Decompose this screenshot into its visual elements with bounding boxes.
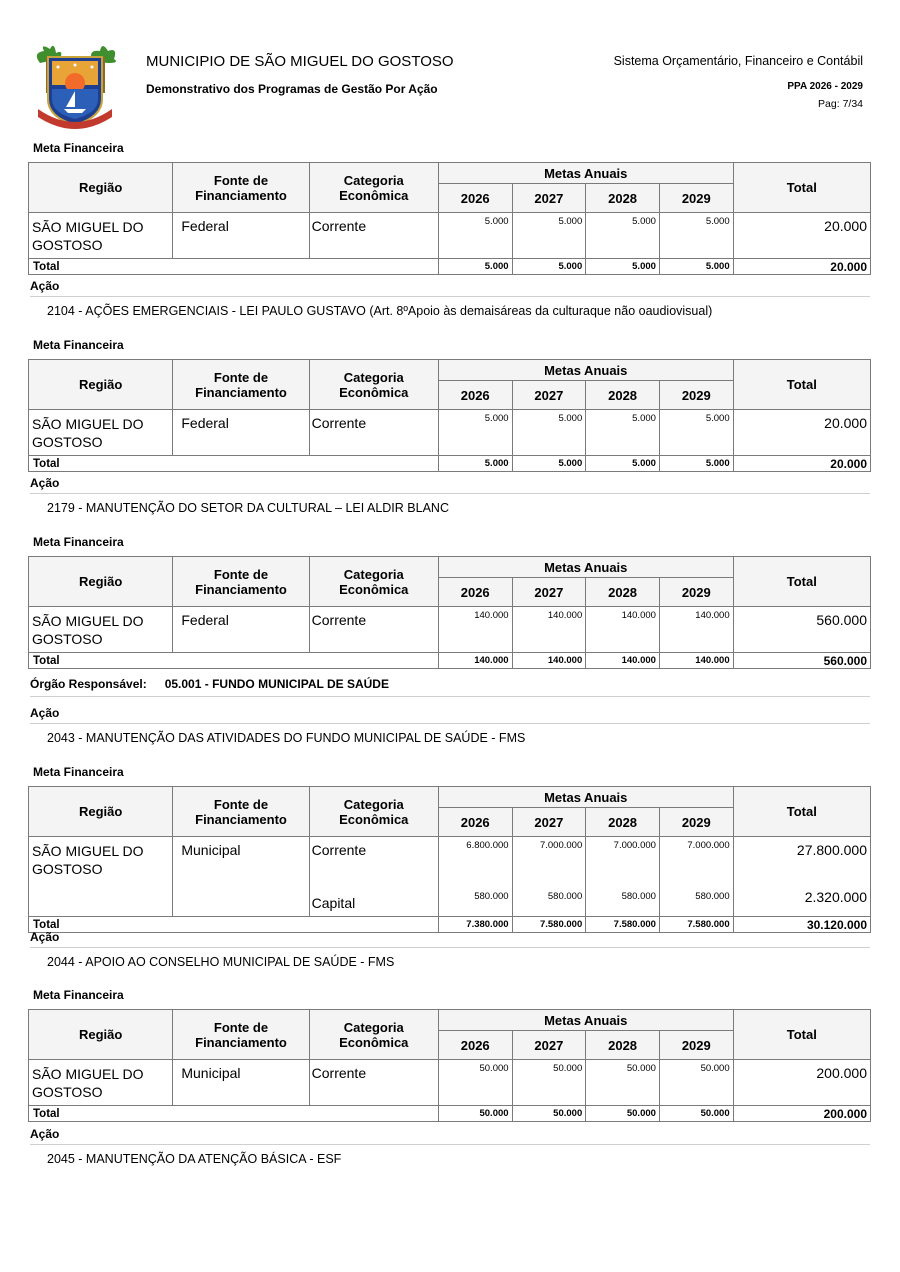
divider [30, 947, 870, 948]
cell-regiao: SÃO MIGUEL DO GOSTOSO [29, 213, 173, 259]
meta-financeira-table [28, 162, 871, 275]
cell-categoria: Corrente [309, 607, 438, 653]
acao-heading: Ação [30, 706, 60, 720]
total-label: Total [29, 259, 439, 275]
cell-categoria: Corrente [309, 410, 438, 456]
col-year: 2029 [659, 578, 733, 607]
cell-value: 50.000 [512, 1060, 586, 1106]
orgao-value: 05.001 - FUNDO MUNICIPAL DE SAÚDE [164, 677, 389, 691]
total-value: 5.000 [512, 456, 586, 472]
cell-fonte: Federal [173, 213, 309, 259]
col-categoria: Categoria Econômica [309, 557, 438, 607]
cell-value: 7.000.000 [659, 837, 733, 877]
cell-value: 5.000 [586, 213, 660, 259]
total-row [29, 1106, 871, 1122]
cell-fonte: Municipal [173, 1060, 309, 1106]
grand-total: 200.000 [733, 1106, 870, 1122]
col-year: 2026 [438, 1031, 512, 1060]
col-regiao: Região [29, 787, 173, 837]
grand-total: 30.120.000 [733, 917, 870, 933]
cell-value: 140.000 [512, 607, 586, 653]
col-year: 2026 [438, 808, 512, 837]
total-value: 140.000 [659, 653, 733, 669]
cell-value: 50.000 [438, 1060, 512, 1106]
col-metas-anuais: Metas Anuais [438, 163, 733, 184]
divider [30, 1144, 870, 1145]
acao-description: 2044 - APOIO AO CONSELHO MUNICIPAL DE SAÚDE - FMS [47, 955, 395, 969]
cell-value: 5.000 [659, 213, 733, 259]
col-total: Total [733, 360, 870, 410]
col-fonte: Fonte de Financiamento [173, 787, 309, 837]
col-year: 2027 [512, 381, 586, 410]
total-value: 5.000 [586, 259, 660, 275]
total-value: 5.000 [659, 456, 733, 472]
cell-value: 50.000 [586, 1060, 660, 1106]
grand-total: 20.000 [733, 456, 870, 472]
total-value: 140.000 [512, 653, 586, 669]
cell-categoria: Corrente [309, 1060, 438, 1106]
total-row [29, 653, 871, 669]
col-year: 2028 [586, 808, 660, 837]
total-value: 7.580.000 [659, 917, 733, 933]
divider [30, 296, 870, 297]
col-year: 2027 [512, 184, 586, 213]
acao-description: 2045 - MANUTENÇÃO DA ATENÇÃO BÁSICA - ESF [47, 1152, 342, 1166]
col-metas-anuais: Metas Anuais [438, 360, 733, 381]
total-row [29, 456, 871, 472]
col-year: 2028 [586, 381, 660, 410]
cell-value: 50.000 [659, 1060, 733, 1106]
total-value: 7.380.000 [438, 917, 512, 933]
col-categoria: Categoria Econômica [309, 1010, 438, 1060]
col-year: 2027 [512, 578, 586, 607]
table-row [29, 607, 871, 653]
cell-value: 7.000.000 [586, 837, 660, 877]
total-label: Total [29, 456, 439, 472]
cell-regiao: SÃO MIGUEL DO GOSTOSO [29, 607, 173, 653]
page-number: Pag: 7/34 [818, 98, 863, 110]
col-year: 2027 [512, 808, 586, 837]
cell-fonte: Federal [173, 607, 309, 653]
total-value: 5.000 [586, 456, 660, 472]
cell-value: 5.000 [512, 410, 586, 456]
cell-fonte: Federal [173, 410, 309, 456]
col-metas-anuais: Metas Anuais [438, 557, 733, 578]
total-label: Total [29, 1106, 439, 1122]
total-row [29, 917, 871, 933]
cell-categoria: Corrente [309, 213, 438, 259]
total-value: 5.000 [659, 259, 733, 275]
meta-financeira-heading: Meta Financeira [33, 535, 124, 549]
meta-financeira-table [28, 786, 871, 933]
cell-total: 20.000 [733, 410, 870, 456]
total-value: 50.000 [659, 1106, 733, 1122]
cell-value: 5.000 [659, 410, 733, 456]
cell-regiao: SÃO MIGUEL DO GOSTOSO [29, 837, 173, 917]
col-year: 2029 [659, 381, 733, 410]
ppa-period: PPA 2026 - 2029 [787, 81, 863, 92]
meta-financeira-table [28, 1009, 871, 1122]
total-value: 7.580.000 [586, 917, 660, 933]
cell-value: 6.800.000 [438, 837, 512, 877]
total-row [29, 259, 871, 275]
total-value: 50.000 [438, 1106, 512, 1122]
meta-financeira-heading: Meta Financeira [33, 141, 124, 155]
col-year: 2028 [586, 1031, 660, 1060]
cell-value: 140.000 [659, 607, 733, 653]
divider [30, 696, 870, 697]
col-fonte: Fonte de Financiamento [173, 360, 309, 410]
cell-value: 5.000 [438, 410, 512, 456]
col-categoria: Categoria Econômica [309, 163, 438, 213]
cell-value: 580.000 [659, 877, 733, 917]
cell-value: 7.000.000 [512, 837, 586, 877]
municipality-logo [30, 43, 120, 129]
system-name: Sistema Orçamentário, Financeiro e Contábil [613, 54, 863, 68]
report-title: Demonstrativo dos Programas de Gestão Por Ação [146, 82, 438, 96]
acao-heading: Ação [30, 476, 60, 490]
acao-description: 2043 - MANUTENÇÃO DAS ATIVIDADES DO FUNDO MUNICIPAL DE SAÚDE - FMS [47, 731, 526, 745]
col-total: Total [733, 1010, 870, 1060]
col-metas-anuais: Metas Anuais [438, 1010, 733, 1031]
grand-total: 20.000 [733, 259, 870, 275]
cell-value: 580.000 [512, 877, 586, 917]
meta-financeira-table [28, 359, 871, 472]
col-year: 2028 [586, 184, 660, 213]
cell-total: 560.000 [733, 607, 870, 653]
orgao-responsavel [30, 677, 389, 691]
acao-heading: Ação [30, 930, 60, 944]
cell-fonte: Municipal [173, 837, 309, 917]
col-year: 2029 [659, 1031, 733, 1060]
acao-heading: Ação [30, 279, 60, 293]
col-total: Total [733, 557, 870, 607]
cell-categoria: Corrente [309, 837, 438, 877]
meta-financeira-heading: Meta Financeira [33, 988, 124, 1002]
table-row [29, 1060, 871, 1106]
total-value: 50.000 [512, 1106, 586, 1122]
cell-value: 5.000 [512, 213, 586, 259]
table-row [29, 837, 871, 877]
col-categoria: Categoria Econômica [309, 787, 438, 837]
total-label: Total [29, 917, 439, 933]
acao-description: 2179 - MANUTENÇÃO DO SETOR DA CULTURAL – LEI ALDIR BLANC [47, 501, 449, 515]
col-year: 2026 [438, 381, 512, 410]
col-total: Total [733, 787, 870, 837]
col-year: 2026 [438, 578, 512, 607]
acao-description: 2104 - AÇÕES EMERGENCIAIS - LEI PAULO GUSTAVO (Art. 8ºApoio às demaisáreas da culturaque não oaudiovisual) [47, 304, 713, 318]
municipality-name: MUNICIPIO DE SÃO MIGUEL DO GOSTOSO [146, 53, 454, 70]
col-year: 2029 [659, 184, 733, 213]
col-year: 2027 [512, 1031, 586, 1060]
table-row [29, 410, 871, 456]
cell-value: 140.000 [438, 607, 512, 653]
cell-regiao: SÃO MIGUEL DO GOSTOSO [29, 1060, 173, 1106]
orgao-label: Órgão Responsável: [30, 677, 147, 691]
col-regiao: Região [29, 1010, 173, 1060]
divider [30, 723, 870, 724]
divider [30, 493, 870, 494]
total-value: 50.000 [586, 1106, 660, 1122]
cell-value: 5.000 [438, 213, 512, 259]
meta-financeira-heading: Meta Financeira [33, 338, 124, 352]
col-regiao: Região [29, 163, 173, 213]
cell-value: 580.000 [438, 877, 512, 917]
cell-total: 27.800.000 [733, 837, 870, 877]
cell-regiao: SÃO MIGUEL DO GOSTOSO [29, 410, 173, 456]
col-fonte: Fonte de Financiamento [173, 557, 309, 607]
grand-total: 560.000 [733, 653, 870, 669]
col-fonte: Fonte de Financiamento [173, 163, 309, 213]
col-total: Total [733, 163, 870, 213]
total-value: 140.000 [438, 653, 512, 669]
cell-value: 580.000 [586, 877, 660, 917]
col-year: 2028 [586, 578, 660, 607]
col-regiao: Região [29, 360, 173, 410]
meta-financeira-table [28, 556, 871, 669]
col-fonte: Fonte de Financiamento [173, 1010, 309, 1060]
col-year: 2029 [659, 808, 733, 837]
col-regiao: Região [29, 557, 173, 607]
cell-categoria: Capital [309, 877, 438, 917]
cell-total: 200.000 [733, 1060, 870, 1106]
cell-value: 5.000 [586, 410, 660, 456]
col-categoria: Categoria Econômica [309, 360, 438, 410]
col-year: 2026 [438, 184, 512, 213]
table-row [29, 213, 871, 259]
total-value: 140.000 [586, 653, 660, 669]
meta-financeira-heading: Meta Financeira [33, 765, 124, 779]
cell-value: 140.000 [586, 607, 660, 653]
cell-total: 20.000 [733, 213, 870, 259]
acao-heading: Ação [30, 1127, 60, 1141]
total-value: 5.000 [438, 259, 512, 275]
total-value: 7.580.000 [512, 917, 586, 933]
total-value: 5.000 [512, 259, 586, 275]
total-value: 5.000 [438, 456, 512, 472]
cell-total: 2.320.000 [733, 877, 870, 917]
total-label: Total [29, 653, 439, 669]
col-metas-anuais: Metas Anuais [438, 787, 733, 808]
